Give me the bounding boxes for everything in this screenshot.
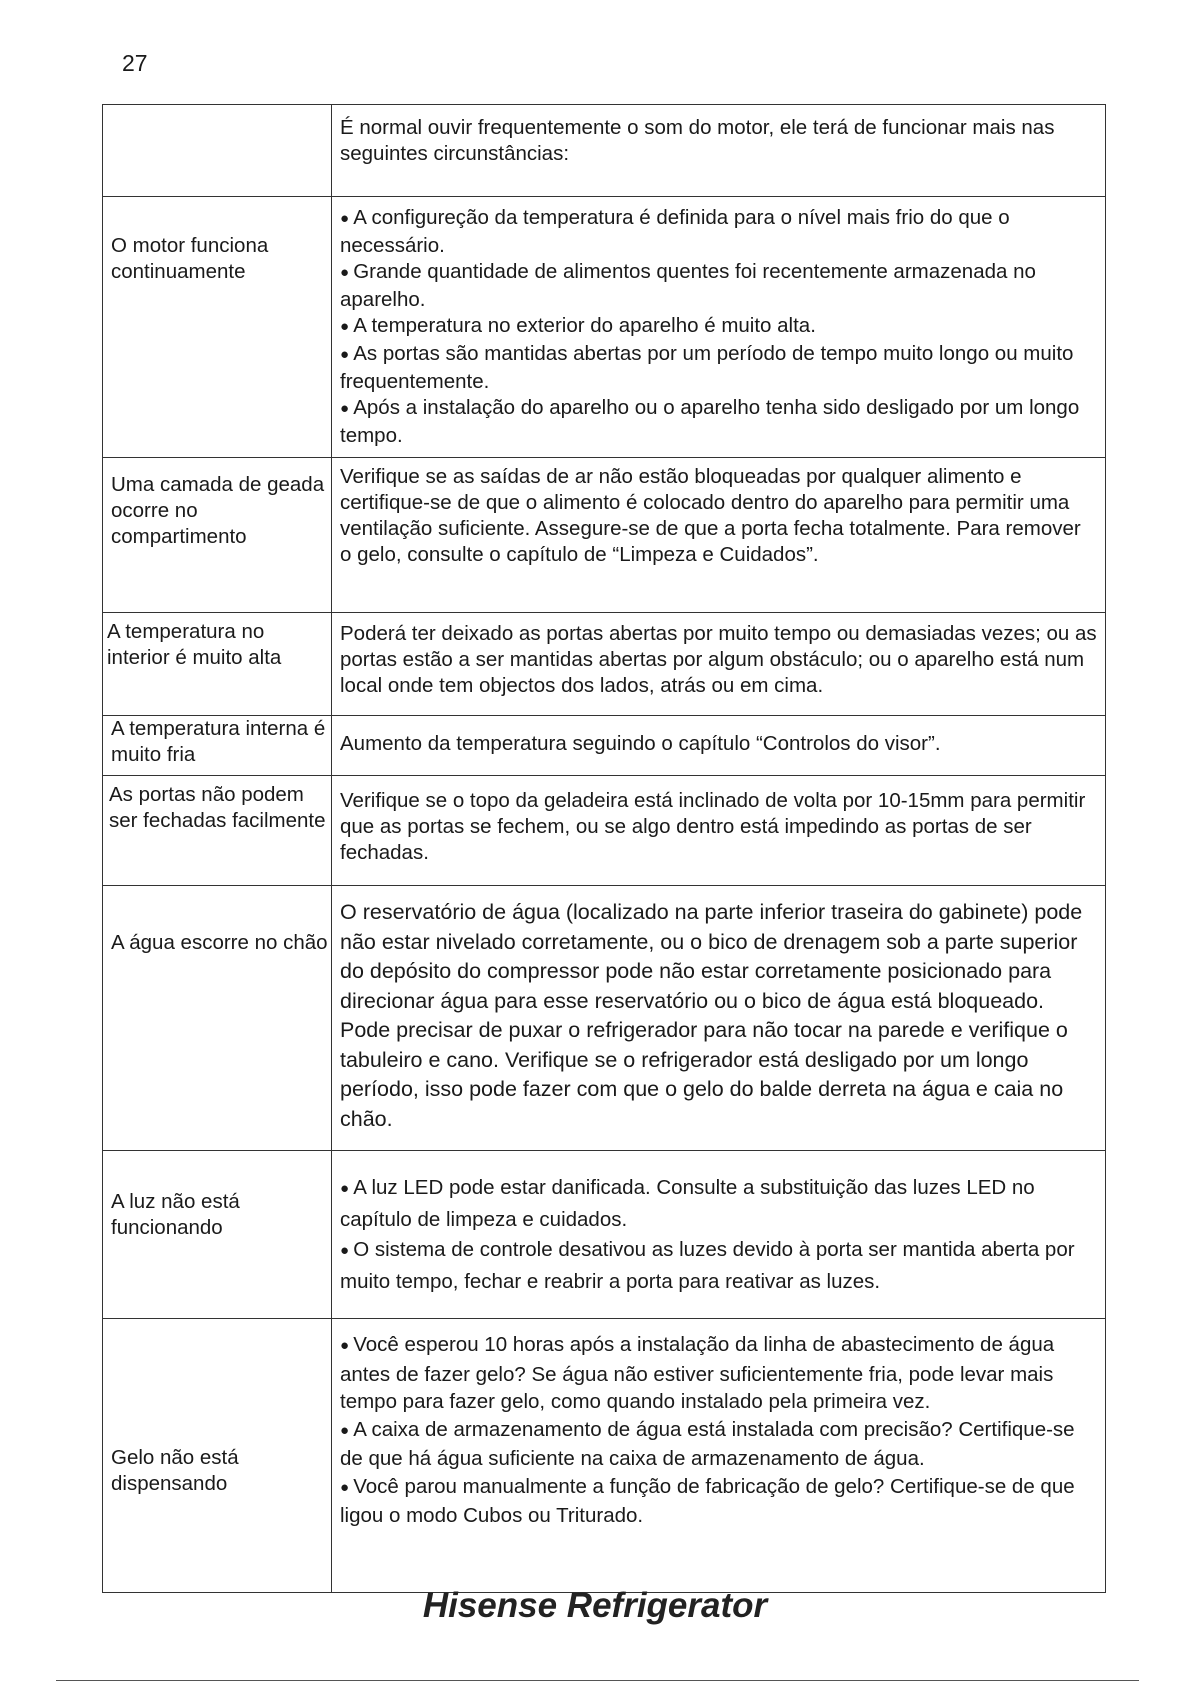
solution-bullet: ● A caixa de armazenamento de água está instalada com precisão? Certifique-se de que há água suficiente na caixa de armazenamento de água. (340, 1416, 1097, 1473)
table-row (103, 716, 1106, 776)
solution-bullet: ● Você parou manualmente a função de fabricação de gelo? Certifique-se de que ligou o modo Cubos ou Triturado. (340, 1473, 1097, 1530)
problem-cell (103, 105, 332, 197)
problem-cell (103, 458, 332, 613)
brand-title: Hisense Refrigerator (422, 1586, 768, 1625)
table-row (103, 886, 1106, 1151)
table-row (103, 1319, 1106, 1593)
solution-bullet: ● Após a instalação do aparelho ou o aparelho tenha sido desligado por um longo tempo. (340, 395, 1097, 449)
solution-text: É normal ouvir frequentemente o som do motor, ele terá de funcionar mais nas seguintes circunstâncias: (340, 116, 1055, 165)
problem-text: A temperatura no interior é muito alta (107, 620, 282, 669)
solution-bullet: ● Grande quantidade de alimentos quentes foi recentemente armazenada no aparelho. (340, 259, 1097, 313)
problem-text: A água escorre no chão (111, 931, 328, 954)
page-number: 27 (122, 50, 148, 76)
solution-text: Verifique se as saídas de ar não estão bloqueadas por qualquer alimento e certifique-se de que o alimento é colocado dentro do aparelho para permitir uma ventilação suficiente. Assegure-se de que a porta fecha totalmente. Para remover o gelo, consulte o capítulo de “Limpeza e Cuidados”. (340, 465, 1081, 566)
solution-cell (332, 197, 1106, 458)
problem-cell (103, 1151, 332, 1319)
problem-text: Uma camada de geada ocorre no compartimento (111, 473, 325, 548)
solution-bullet: ● O sistema de controle desativou as luzes devido à porta ser mantida aberta por muito tempo, fechar e reabrir a porta para reativar as luzes. (340, 1235, 1097, 1297)
solution-cell (332, 886, 1106, 1151)
footer-divider (56, 1680, 1139, 1681)
troubleshooting-table (102, 104, 1106, 1593)
table-row (103, 776, 1106, 886)
problem-text: A luz não está funcionando (111, 1190, 240, 1239)
solution-text: Poderá ter deixado as portas abertas por muito tempo ou demasiadas vezes; ou as portas estão a ser mantidas abertas por algum obstáculo; ou o aparelho está num local onde tem objectos dos lados, atrás ou em cima. (340, 622, 1097, 697)
solution-cell (332, 776, 1106, 886)
solution-text: Aumento da temperatura seguindo o capítulo “Controlos do visor”. (340, 732, 941, 755)
problem-text: O motor funciona continuamente (111, 234, 269, 283)
solution-cell (332, 716, 1106, 776)
problem-cell (103, 197, 332, 458)
problem-cell (103, 886, 332, 1151)
problem-cell (103, 716, 332, 776)
solution-bullet: ● As portas são mantidas abertas por um período de tempo muito longo ou muito frequentemente. (340, 341, 1097, 395)
problem-cell (103, 776, 332, 886)
solution-bullet: ● A luz LED pode estar danificada. Consulte a substituição das luzes LED no capítulo de limpeza e cuidados. (340, 1173, 1097, 1235)
table-row (103, 613, 1106, 716)
solution-bullet: ● Você esperou 10 horas após a instalação da linha de abastecimento de água antes de fazer gelo? Se água não estiver suficientemente fria, pode levar mais tempo para fazer gelo, como quando instalado pela primeira vez. (340, 1331, 1097, 1416)
solution-cell (332, 458, 1106, 613)
solution-text: Verifique se o topo da geladeira está inclinado de volta por 10-15mm para permitir que as portas se fechem, ou se algo dentro está impedindo as portas de ser fechadas. (340, 789, 1086, 864)
table-row (103, 458, 1106, 613)
table-row (103, 1151, 1106, 1319)
table-row (103, 197, 1106, 458)
problem-cell (103, 613, 332, 716)
solution-text: O reservatório de água (localizado na parte inferior traseira do gabinete) pode não estar nivelado corretamente, ou o bico de drenagem sob a parte superior do depósito do compressor pode não estar corretamente posicionado para direcionar água para esse reservatório ou o bico de água está bloqueado. Pode precisar de puxar o refrigerador para não tocar na parede e verifique o tabuleiro e cano. Verifique se o refrigerador está desligado por um longo período, isso pode fazer com que o gelo do balde derreta na água e caia no chão. (340, 900, 1083, 1131)
solution-bullet: ● A temperatura no exterior do aparelho é muito alta. (340, 313, 1097, 341)
solution-bullet: ● A configureção da temperatura é definida para o nível mais frio do que o necessário. (340, 205, 1097, 259)
solution-cell (332, 1319, 1106, 1593)
problem-text: As portas não podem ser fechadas facilmente (109, 783, 326, 832)
solution-cell (332, 105, 1106, 197)
problem-text: Gelo não está dispensando (111, 1445, 239, 1495)
problem-cell (103, 1319, 332, 1593)
problem-text: A temperatura interna é muito fria (111, 717, 326, 766)
table-row (103, 105, 1106, 197)
solution-cell (332, 1151, 1106, 1319)
solution-cell (332, 613, 1106, 716)
